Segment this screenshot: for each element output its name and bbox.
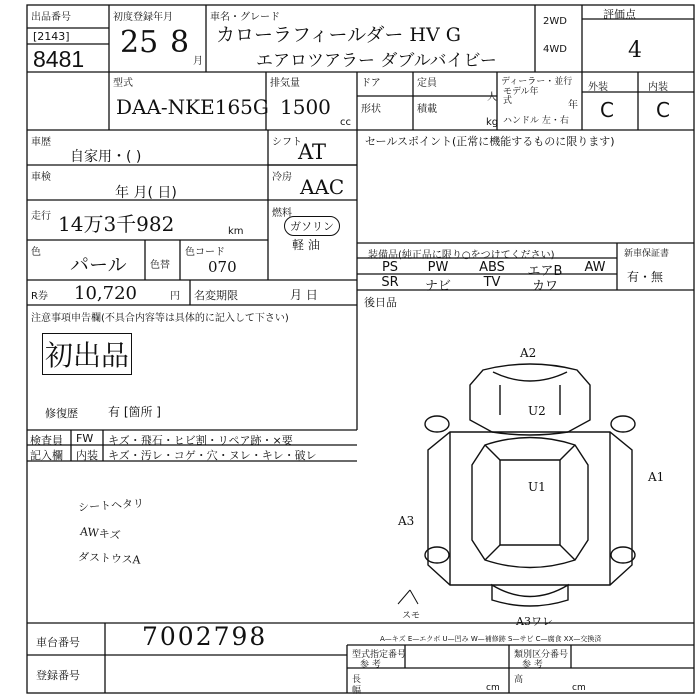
lot-code: [2143]: [33, 30, 70, 43]
displacement-label: 排気量: [270, 78, 300, 89]
fuel-label: 燃料: [272, 208, 292, 219]
recycle-value: 10,720: [74, 283, 137, 304]
diagram-legend: A—キズ E—エクボ U—凹み W—補修跡 S—サビ C—腐食 XX—交換済: [380, 635, 602, 643]
equip-airbag: エアB: [527, 264, 563, 279]
notes-label: 注意事項申告欄(不具合内容等は具体的に記入して下さい): [31, 313, 289, 324]
fw-label: FW: [76, 432, 94, 445]
ac-label: 冷房: [272, 172, 292, 183]
month-unit: 月: [193, 56, 203, 67]
handle-label: ハンドル 左・右: [503, 116, 569, 126]
repair-value: 有 [箇所 ]: [108, 405, 161, 419]
fuel-value: ガソリン: [284, 216, 340, 236]
warranty-label: 新車保証書: [624, 249, 670, 259]
interior-check-label: 内装: [76, 449, 98, 462]
note-seat: シートヘタリ: [77, 496, 145, 515]
color-code-label: 色コード: [185, 247, 225, 258]
grade: エアロツアラー ダブルバイビー: [256, 51, 497, 71]
equip-navi: ナビ: [424, 279, 451, 294]
history-value: 自家用・( ): [70, 149, 142, 165]
mark-u2: U2: [528, 404, 546, 418]
fuel-alt: 軽 油: [292, 238, 320, 252]
mark-u1: U1: [528, 480, 546, 494]
inspection-label: 車検: [31, 172, 51, 183]
car-diagram: [398, 364, 635, 606]
model-label: 型式: [113, 78, 133, 89]
interior-label: 内装: [648, 82, 668, 93]
equip-sr: SR: [381, 275, 399, 290]
type-cert-sub: 参 考: [360, 660, 381, 670]
dealer-label: ディーラー・並行: [501, 77, 573, 87]
year-unit: 年: [568, 100, 578, 111]
dim-width: 幅: [352, 686, 362, 696]
recycle-unit: 円: [170, 291, 180, 302]
repair-label: 修復歴: [45, 407, 78, 420]
model-year-label: モデル年式: [503, 87, 539, 106]
registration-label: 登録番号: [36, 669, 80, 682]
capacity-unit: 人: [487, 92, 497, 103]
color-label: 色: [31, 247, 41, 258]
capacity-label: 定員: [417, 78, 437, 89]
shape-label: 形状: [361, 104, 381, 115]
chassis-label: 車台番号: [36, 636, 80, 649]
note-dust: ダストウスA: [77, 550, 141, 567]
car-name: カローラフィールダー HV G: [216, 24, 461, 46]
displacement-value: 1500: [280, 95, 331, 119]
mark-a3-crack: A3ワレ: [516, 615, 553, 628]
color-change-label: 色替: [150, 260, 170, 271]
exterior-label: 外装: [588, 82, 608, 93]
lot-no-label: 出品番号: [31, 12, 71, 23]
color-code-value: 070: [208, 258, 237, 276]
mileage-unit: km: [228, 226, 244, 237]
car-name-label: 車名・グレード: [210, 12, 280, 23]
inspector-row1: キズ・飛石・ヒビ割・リペア跡・×要: [108, 434, 293, 447]
first-reg-year: 25: [120, 25, 159, 60]
first-listing: 初出品: [42, 333, 132, 375]
class-label: 類別区分番号: [514, 650, 569, 660]
door-label: ドア: [361, 78, 381, 89]
interior-grade: C: [656, 98, 670, 122]
mark-smoke: スモ: [402, 611, 421, 621]
score-label: 評価点: [603, 8, 636, 21]
exterior-grade: C: [600, 98, 614, 122]
equip-leather: カワ: [531, 279, 558, 294]
recycle-label: R券: [31, 291, 48, 302]
dim-height: 高: [514, 675, 524, 685]
class-sub: 参 考: [522, 660, 543, 670]
chassis-number: 7002798: [142, 622, 268, 651]
mark-a3: A3: [398, 514, 415, 528]
equip-pw: PW: [427, 260, 449, 275]
first-reg-label: 初度登録年月: [113, 12, 173, 23]
sales-label: セールスポイント(正常に機能するものに限ります): [365, 135, 615, 148]
cc-unit: cc: [340, 117, 351, 128]
note-aw: AWキズ: [79, 524, 122, 543]
shift-label: シフト: [272, 137, 302, 148]
shift-value: AT: [298, 140, 327, 164]
ac-value: AAC: [300, 175, 345, 199]
equip-ps: PS: [381, 260, 399, 275]
expiry-value: 月 日: [290, 288, 318, 302]
equip-tv: TV: [483, 275, 501, 290]
score-value: 4: [628, 38, 642, 63]
inspector-row2: キズ・汚レ・コゲ・穴・ヌレ・キレ・破レ: [108, 449, 317, 462]
equip-abs: ABS: [479, 260, 505, 275]
inspector-label1: 検査員: [30, 434, 63, 447]
load-label: 積載: [417, 104, 437, 115]
cm-unit-2: cm: [572, 683, 586, 693]
equip-aw: AW: [584, 260, 606, 275]
mark-a1: A1: [648, 470, 665, 484]
mark-a2-top: A2: [520, 346, 537, 360]
type-cert-label: 型式指定番号: [352, 650, 407, 660]
expiry-label: 名変期限: [194, 289, 238, 302]
drive-2wd: 2WD: [543, 16, 567, 27]
lot-number: 8481: [33, 46, 85, 72]
warranty-value: 有・無: [627, 270, 664, 284]
mileage-value: 14万3千982: [58, 212, 175, 236]
model-value: DAA-NKE165G: [116, 95, 269, 119]
drive-4wd: 4WD: [543, 44, 567, 55]
first-reg-month: 8: [170, 25, 190, 60]
inspector-label2: 記入欄: [30, 449, 63, 462]
mileage-label: 走行: [31, 211, 51, 222]
later-items-label: 後日品: [364, 296, 397, 309]
equipment-label: 装備品(純正品に限り○をつけてください): [368, 250, 555, 261]
history-label: 車歴: [31, 137, 51, 148]
inspection-value: 年 月( 日): [115, 185, 177, 201]
color-value: パール: [70, 254, 127, 276]
dim-length: 長: [352, 675, 362, 685]
load-unit: kg: [486, 117, 499, 128]
cm-unit-1: cm: [486, 683, 500, 693]
